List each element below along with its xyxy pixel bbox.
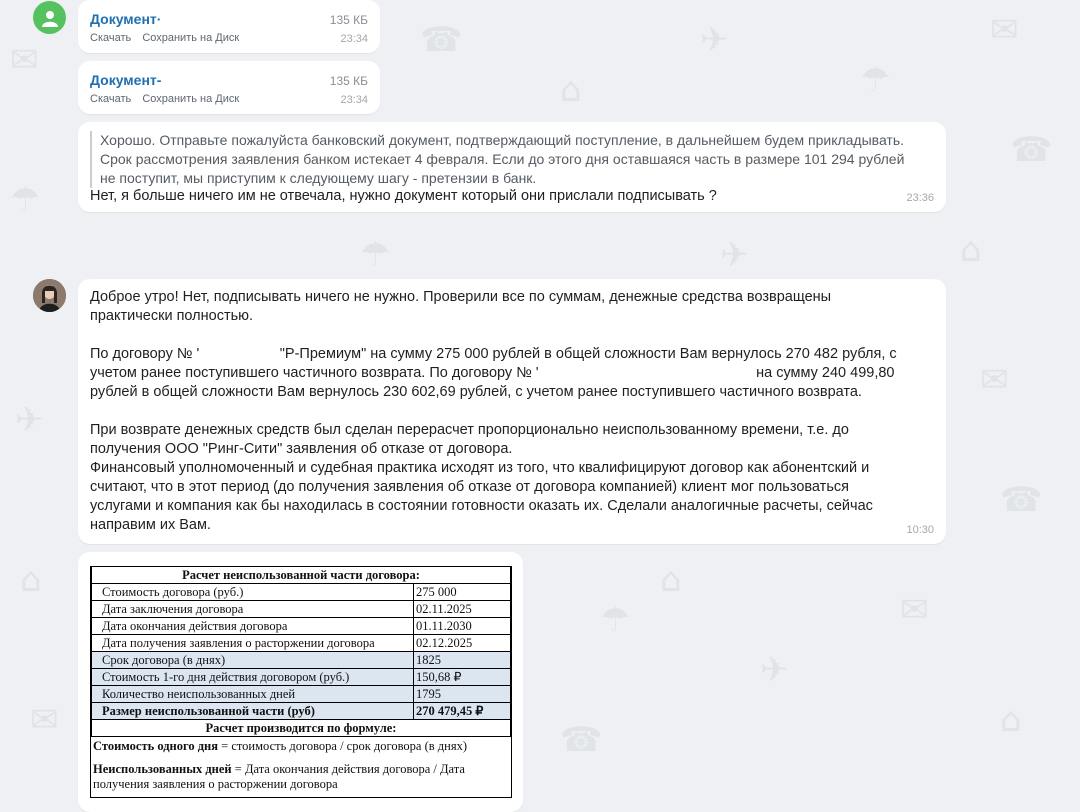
file-size: 135 КБ [329, 13, 368, 27]
sender-avatar[interactable] [33, 279, 66, 312]
save-to-disk-link[interactable]: Сохранить на Диск [142, 32, 240, 44]
message-line: считают, что в этот период (до получения заявления об отказе от договора компанией) клиент мог пользоваться [90, 479, 849, 495]
message-line: учетом ранее поступившего частичного возврата. По договору № ' на сумму 240 499,80 [90, 365, 895, 381]
message-line: услугами и компания как бы находилась в состоянии готовности оказать их. Сделали аналогичные расчеты, сейчас [90, 498, 873, 514]
message-blank-line [90, 402, 897, 421]
formula-title: Расчет производится по формуле: [92, 720, 511, 737]
table-row: Дата заключения договора 02.11.2025 [92, 601, 511, 618]
table-row: Дата получения заявления о расторжении договора 02.12.2025 [92, 635, 511, 652]
message-time: 23:34 [340, 94, 368, 106]
reply-message[interactable] [78, 122, 946, 212]
table-row: Количество неиспользованных дней 1795 [92, 686, 511, 703]
message-time: 10:30 [906, 524, 934, 536]
message-line: рублей в общей сложности Вам вернулось 230 602,69 рублей, с учетом ранее поступившего частичного возврата. [90, 384, 862, 400]
save-to-disk-link[interactable]: Сохранить на Диск [142, 93, 240, 105]
download-link[interactable]: Скачать [90, 32, 132, 44]
message-time: 23:36 [906, 192, 934, 204]
message-line: направим их Вам. [90, 517, 211, 533]
chat-wallpaper: ✉ ☎ ⌂ ✈ ☂ ✉ ☎ ⌂ ☂ ✈ ✉ ☎ ⌂ ☂ ✈ ✉ ☎ ⌂ ✉ ☂ ✈ ⌂ [10, 10, 1053, 760]
quoted-message[interactable] [90, 131, 934, 188]
file-name[interactable]: Документ- [90, 72, 162, 88]
sender-avatar[interactable] [33, 1, 66, 34]
table-row: Срок договора (в днях) 1825 [92, 652, 511, 669]
quote-line: Хорошо. Отправьте пожалуйста банковский документ, подтверждающий поступление, в дальнейшем будем прикладывать. [100, 132, 905, 148]
file-message[interactable] [78, 61, 380, 114]
file-message[interactable] [78, 0, 380, 53]
table-title: Расчет неиспользованной части договора: [92, 567, 511, 584]
message-line: практически полностью. [90, 308, 254, 324]
table-row-total: Размер неиспользованной части (руб) 270 479,45 ₽ [92, 703, 511, 720]
download-link[interactable]: Скачать [90, 93, 132, 105]
calculation-table-image[interactable] [90, 566, 512, 798]
file-size: 135 КБ [329, 74, 368, 88]
table-row: Стоимость договора (руб.) 275 000 [92, 584, 511, 601]
user-icon [41, 9, 59, 27]
table-row: Дата окончания действия договора 01.11.2030 [92, 618, 511, 635]
message-line: По договору № ' "Р-Премиум" на сумму 275 000 рублей в общей сложности Вам вернулось 270 482 рубля, с [90, 346, 897, 362]
person-photo-icon [33, 279, 66, 312]
table-row: Стоимость 1-го дня действия договором (руб.) 150,68 ₽ [92, 669, 511, 686]
file-name[interactable]: Документ· [90, 11, 162, 27]
formula-text: Стоимость одного дня = стоимость договора / срок договора (в днях) Неиспользованных дней = Дата окончания действия договора / Дата получения заявления о расторжении договора [93, 739, 467, 791]
message-line: При возврате денежных средств был сделан перерасчет пропорционально неиспользованному времени, т.е. до [90, 422, 849, 438]
quote-line: не поступит, мы приступим к следующему шагу - претензии в банк. [100, 170, 537, 186]
message-time: 23:34 [340, 33, 368, 45]
message-line: Доброе утро! Нет, подписывать ничего не нужно. Проверили все по суммам, денежные средства возвращены [90, 289, 832, 305]
message-blank-line [90, 326, 897, 345]
message-line: Финансовый уполномоченный и судебная практика исходят из того, что квалифицируют договор как абонентский и [90, 460, 870, 476]
text-message[interactable] [78, 279, 946, 544]
message-line: получения ООО "Ринг-Сити" заявления об отказе от договора. [90, 441, 513, 457]
message-text: Нет, я больше ничего им не отвечала, нужно документ который они прислали подписывать ? [90, 188, 717, 204]
quote-line: Срок рассмотрения заявления банком истекает 4 февраля. Если до этого дня оставшаяся часть в размере 101 294 рублей [100, 151, 905, 167]
